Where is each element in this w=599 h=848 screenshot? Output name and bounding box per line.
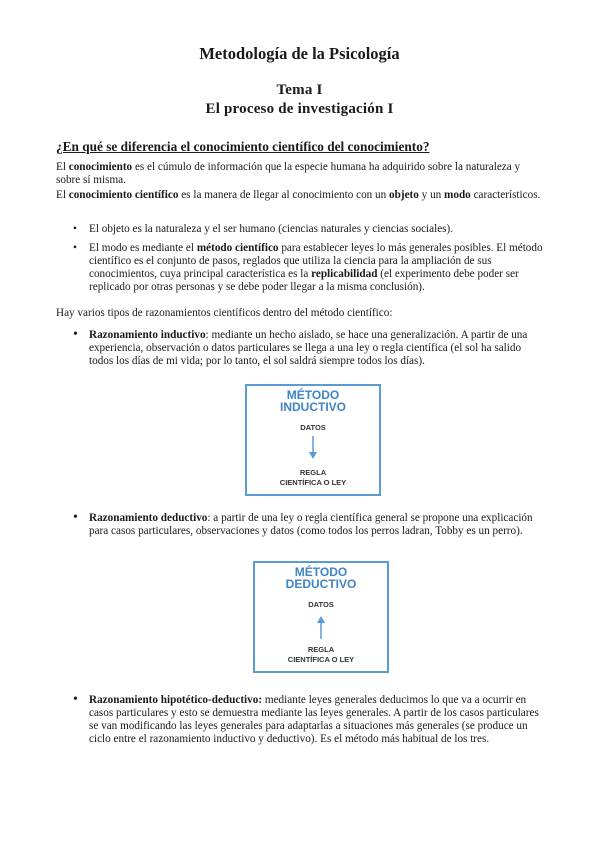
topic-label: Tema I — [276, 82, 323, 98]
diagram-label-data: DATOS — [308, 600, 334, 609]
diagram-title: MÉTODO DEDUCTIVO — [285, 565, 357, 591]
diagram-label-data: DATOS — [300, 423, 326, 432]
list-item: • Razonamiento deductivo: a partir de una ley o regla científica general se propone una explicación para casos particulares, observaciones y datos (como todos los perros ladran, Tobby es un perro). — [73, 510, 533, 537]
inductive-method-diagram — [245, 384, 381, 496]
diagram-label-rule: REGLA CIENTÍFICA O LEY — [279, 468, 347, 487]
list-item: • El modo es mediante el método científico para establecer leyes lo más generales posibles. El método científico es el conjunto de pasos, reglados que utiliza la ciencia para la ampliación de sus conocimientos, cuya principal característica es la replicabilidad (el experimento debe poder ser replicado por otras personas y se debe poder llegar a la misma conclusión). — [73, 242, 543, 293]
bullet-icon: • — [73, 223, 77, 235]
diagram-label-rule: REGLA CIENTÍFICA O LEY — [287, 645, 355, 664]
paragraph-conocimiento: El conocimiento es el cúmulo de información que la especie humana ha adquirido sobre la naturaleza y sobre sí misma. — [56, 161, 521, 186]
list-item-inductive — [56, 329, 546, 374]
list-item: • Razonamiento hipotético-deductivo: mediante leyes generales deducimos lo que va a ocurrir en casos particulares y esto se demuestra mediante las leyes generales. A partir de los casos particulares se van modificando las leyes generales para adaptarlas a situaciones más generales (se produce un ciclo entre el razonamiento inductivo y deductivo). Es el método más habitual de los tres. — [73, 692, 539, 745]
bullet-icon: • — [73, 692, 78, 707]
deductive-method-diagram — [253, 561, 389, 673]
bullet-icon: • — [73, 510, 78, 525]
bullet-list-object-mode — [56, 223, 546, 300]
diagram-title: MÉTODO INDUCTIVO — [280, 388, 346, 414]
paragraph-reasoning-types: Hay varios tipos de razonamientos científicos dentro del método científico: — [56, 307, 393, 319]
list-item-hypothetico-deductive — [56, 694, 546, 752]
document-title: Metodología de la Psicología — [199, 44, 400, 63]
topic-subtitle: El proceso de investigación I — [205, 101, 394, 117]
bullet-icon: • — [73, 327, 78, 342]
list-item: • Razonamiento inductivo: mediante un hecho aislado, se hace una generalización. A partir de una experiencia, observación o datos particulares se llega a una ley o regla científica (el sol ha salido todos los días de mi vida; por lo tanto, el sol saldrá siempre todos los días). — [73, 327, 528, 367]
arrow-down-icon — [306, 436, 320, 460]
list-item: • El objeto es la naturaleza y el ser humano (ciencias naturales y ciencias sociales). — [73, 223, 454, 235]
bullet-icon: • — [73, 242, 77, 254]
list-item-deductive — [56, 512, 546, 544]
section-heading: ¿En qué se diferencia el conocimiento científico del conocimiento? — [56, 139, 430, 154]
arrow-up-icon — [314, 615, 328, 639]
paragraph-conocimiento-cientifico: El conocimiento científico es la manera de llegar al conocimiento con un objeto y un modo característicos. — [56, 189, 541, 201]
